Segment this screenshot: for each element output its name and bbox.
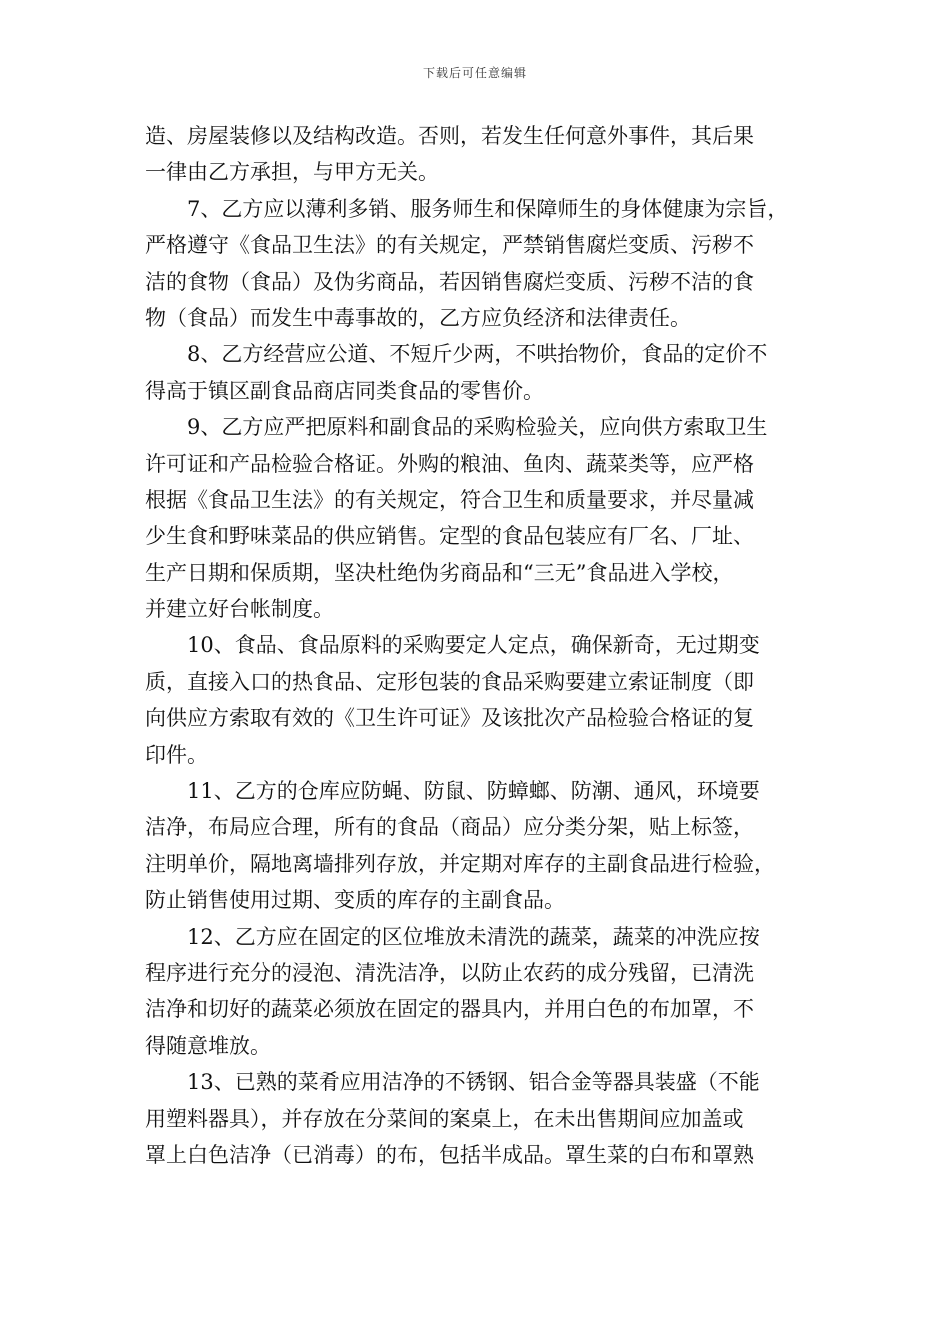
text-line: 7、乙方应以薄利多销、服务师生和保障师生的身体健康为宗旨， <box>187 196 789 221</box>
text-line: 洁净，布局应合理，所有的食品（商品）应分类分架，贴上标签， <box>145 815 754 840</box>
text-line: 严格遵守《食品卫生法》的有关规定，严禁销售腐烂变质、污秽不 <box>145 233 754 258</box>
text-line: 13、已熟的菜肴应用洁净的不锈钢、铝合金等器具装盛（不能 <box>187 1070 760 1095</box>
page-header: 下载后可任意编辑 <box>422 66 527 80</box>
text-line: 11、乙方的仓库应防蝇、防鼠、防蟑螂、防潮、通风，环境要 <box>187 779 760 804</box>
text-line: 得随意堆放。 <box>145 1033 271 1058</box>
text-line: 12、乙方应在固定的区位堆放未清洗的蔬菜，蔬菜的冲洗应按 <box>187 924 760 949</box>
text-line: 程序进行充分的浸泡、清洗洁净，以防止农药的成分残留，已清洗 <box>145 960 754 985</box>
text-line: 少生食和野味菜品的供应销售。定型的食品包装应有厂名、厂址、 <box>145 524 754 549</box>
text-line: 一律由乙方承担，与甲方无关。 <box>145 160 439 185</box>
text-line: 防止销售使用过期、变质的库存的主副食品。 <box>145 888 565 913</box>
text-line: 洁的食物（食品）及伪劣商品，若因销售腐烂变质、污秽不洁的食 <box>145 269 754 294</box>
text-line: 洁净和切好的蔬菜必须放在固定的器具内，并用白色的布加罩，不 <box>145 997 754 1022</box>
text-line: 向供应方索取有效的《卫生许可证》及该批次产品检验合格证的复 <box>145 706 754 731</box>
text-line: 印件。 <box>145 742 208 767</box>
text-line: 9、乙方应严把原料和副食品的采购检验关，应向供方索取卫生 <box>187 415 768 440</box>
text-line: 根据《食品卫生法》的有关规定，符合卫生和质量要求，并尽量减 <box>145 487 754 512</box>
text-line: 注明单价，隔地离墙排列存放，并定期对库存的主副食品进行检验， <box>145 851 775 876</box>
text-line: 用塑料器具），并存放在分菜间的案桌上，在未出售期间应加盖或 <box>145 1106 744 1131</box>
text-line: 得高于镇区副食品商店同类食品的零售价。 <box>145 378 544 403</box>
text-line: 质，直接入口的热食品、定形包装的食品采购要建立索证制度（即 <box>145 669 754 694</box>
text-line: 生产日期和保质期，坚决杜绝伪劣商品和“三无”食品进入学校， <box>145 560 734 585</box>
text-line: 物（食品）而发生中毒事故的，乙方应负经济和法律责任。 <box>145 305 691 330</box>
text-line: 造、房屋装修以及结构改造。否则，若发生任何意外事件，其后果 <box>145 124 754 148</box>
document-body <box>145 118 810 1173</box>
text-line: 10、食品、食品原料的采购要定人定点，确保新奇，无过期变 <box>187 633 760 658</box>
text-line: 罩上白色洁净（已消毒）的布，包括半成品。罩生菜的白布和罩熟 <box>145 1142 754 1167</box>
text-line: 许可证和产品检验合格证。外购的粮油、鱼肉、蔬菜类等，应严格 <box>145 451 754 476</box>
text-line: 8、乙方经营应公道、不短斤少两，不哄抬物价，食品的定价不 <box>187 342 768 367</box>
text-line: 并建立好台帐制度。 <box>145 597 334 622</box>
